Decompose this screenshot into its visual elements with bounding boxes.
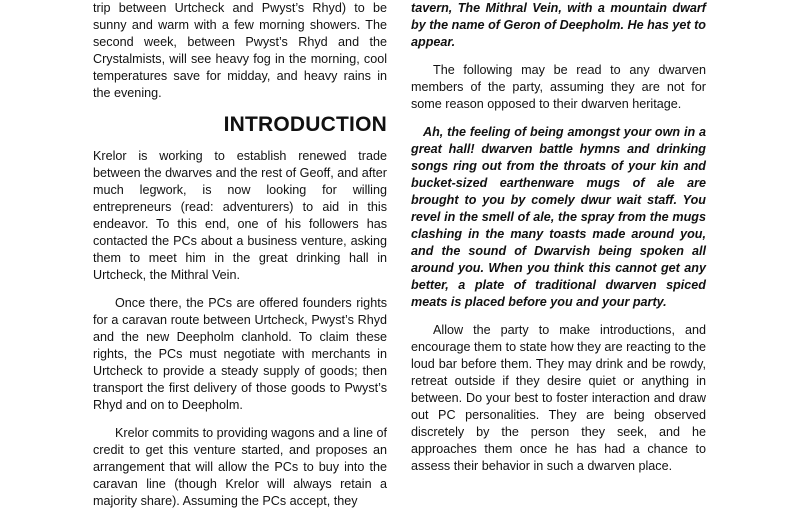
dwarven-members-paragraph: The following may be read to any dwarven members of the party, assuming they are not for some reason opposed to their dwarven heritage. (411, 63, 706, 111)
intro-paragraph-3: Krelor commits to providing wagons and a line of credit to get this venture started, and proposes an arrangement that will allow the PCs to buy into the caravan line (though Krelor will always retain a majority share). Assuming the PCs accept, they (93, 426, 387, 508)
introductions-paragraph: Allow the party to make introductions, and encourage them to state how they are reacting to the loud bar before them. They may drink and be rowdy, retreat outside if they desire quiet or anything in between. Do your best to foster interaction and draw out PC personalities. They are being observed discretely by the person they seek, and he approaches them once he has had a chance to assess their behavior in such a dwarven place. (411, 323, 706, 473)
boxed-text-great-hall: Ah, the feeling of being amongst your own in a great hall! dwarven battle hymns and drinking songs ring out from the throats of your kin and bucket-sized earthenware mugs of ale are brought to you by comely dwur wait staff. You revel in the smell of ale, the spray from the mugs clashing in the many toasts made around you, and the sound of Dwarvish being spoken all around you. When you think this cannot get any better, a plate of traditional dwarven spiced meats is placed before you and your party. (411, 125, 706, 309)
right-column (411, 0, 706, 486)
section-heading-introduction: INTRODUCTION (223, 113, 387, 136)
boxed-text-tavern: tavern, The Mithral Vein, with a mountain dwarf by the name of Geron of Deepholm. He has yet to appear. (411, 1, 706, 49)
intro-paragraph-1: Krelor is working to establish renewed trade between the dwarves and the rest of Geoff, and after much legwork, is now looking for willing entrepreneurs (read: adventurers) to aid in this endeavor. To this end, one of his followers has contacted the PCs about a business venture, asking them to meet him in the great drinking hall in Urtcheck, the Mithral Vein. (93, 149, 387, 282)
left-column (93, 0, 387, 521)
intro-paragraph-2: Once there, the PCs are offered founders rights for a caravan route between Urtcheck, Pwyst’s Rhyd and the new Deepholm clanhold. To claim these rights, the PCs must negotiate with merchants in Urtcheck to provide a steady supply of goods; then transport the first delivery of those goods to Pwyst’s Rhyd and on to Deepholm. (93, 296, 387, 412)
weather-paragraph: trip between Urtcheck and Pwyst’s Rhyd) to be sunny and warm with a few morning showers. The second week, between Pwyst’s Rhyd and the Crystalmists, will see heavy fog in the morning, cool temperatures save for midday, and heavy rains in the evening. (93, 1, 387, 100)
